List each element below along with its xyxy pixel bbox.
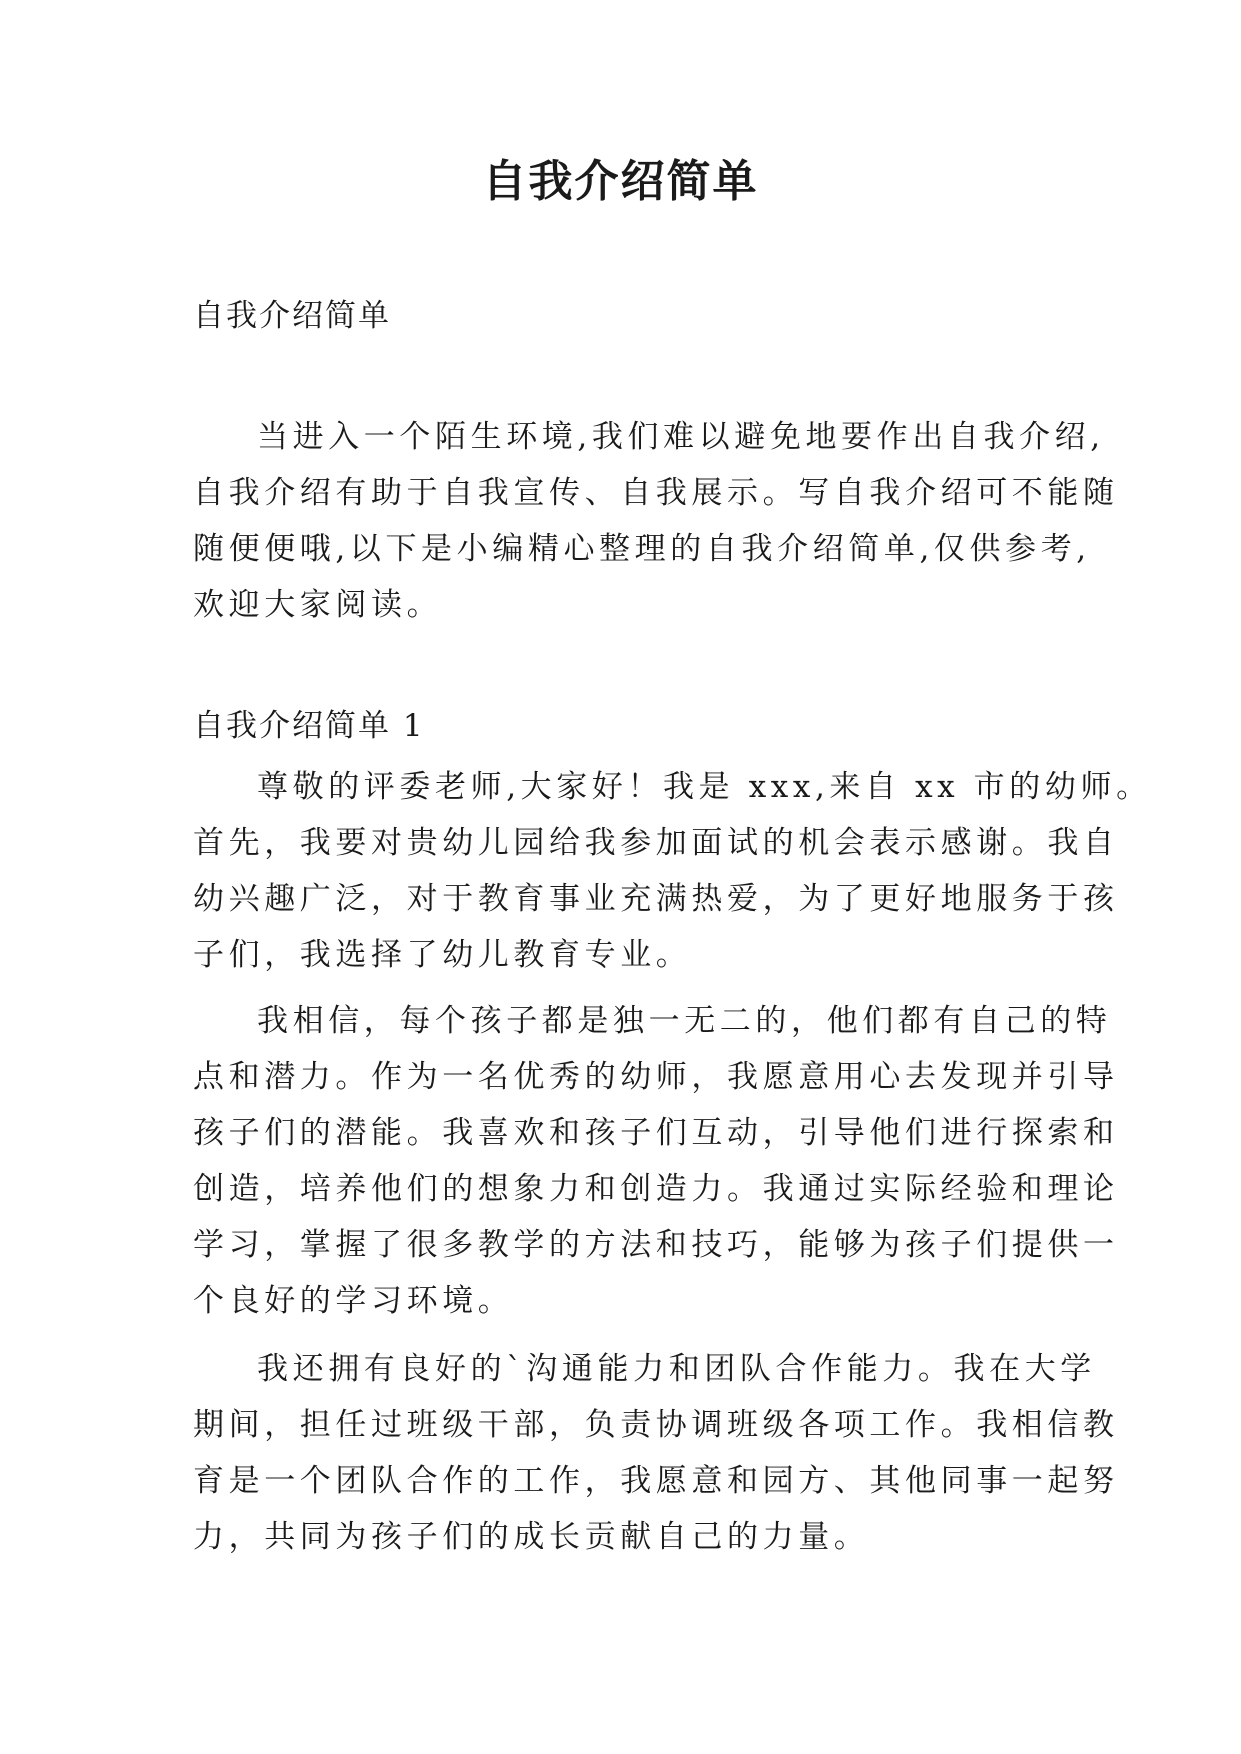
- intro-paragraph: [193, 409, 1119, 633]
- intro-line: 欢迎大家阅读。: [193, 587, 443, 623]
- paragraph-line: 个良好的学习环境。: [193, 1283, 514, 1319]
- paragraph-1: [193, 759, 1152, 983]
- paragraph-line: 孩子们的潜能。我喜欢和孩子们互动，引导他们进行探索和: [193, 1115, 1119, 1151]
- paragraph-3: [193, 1341, 1119, 1565]
- paragraph-line: 幼兴趣广泛，对于教育事业充满热爱，为了更好地服务于孩: [193, 881, 1119, 917]
- paragraph-line: 期间，担任过班级干部，负责协调班级各项工作。我相信教: [193, 1407, 1119, 1443]
- paragraph-line: 我还拥有良好的`沟通能力和团队合作能力。我在大学: [257, 1351, 1096, 1387]
- paragraph-line: 点和潜力。作为一名优秀的幼师，我愿意用心去发现并引导: [193, 1059, 1119, 1095]
- intro-line: 当进入一个陌生环境,我们难以避免地要作出自我介绍,: [257, 419, 1105, 455]
- paragraph-line: 育是一个团队合作的工作，我愿意和园方、其他同事一起努: [193, 1463, 1119, 1499]
- paragraph-line: 子们，我选择了幼儿教育专业。: [193, 937, 692, 973]
- intro-line: 随便便哦,以下是小编精心整理的自我介绍简单,仅供参考,: [193, 531, 1091, 567]
- paragraph-2: [193, 993, 1119, 1329]
- paragraph-line: 我相信，每个孩子都是独一无二的，他们都有自己的特: [257, 1003, 1112, 1039]
- paragraph-line: 创造，培养他们的想象力和创造力。我通过实际经验和理论: [193, 1171, 1119, 1207]
- subtitle: 自我介绍简单: [193, 298, 391, 334]
- paragraph-line: 首先，我要对贵幼儿园给我参加面试的机会表示感谢。我自: [193, 825, 1119, 861]
- intro-line: 自我介绍有助于自我宣传、自我展示。写自我介绍可不能随: [193, 475, 1119, 511]
- section-heading: 自我介绍简单 1: [193, 708, 425, 744]
- paragraph-line: 学习，掌握了很多教学的方法和技巧，能够为孩子们提供一: [193, 1227, 1119, 1263]
- document-title: 自我介绍简单: [482, 156, 759, 207]
- paragraph-line: 尊敬的评委老师,大家好！我是 xxx,来自 xx 市的幼师。: [257, 769, 1152, 805]
- paragraph-line: 力，共同为孩子们的成长贡献自己的力量。: [193, 1519, 870, 1555]
